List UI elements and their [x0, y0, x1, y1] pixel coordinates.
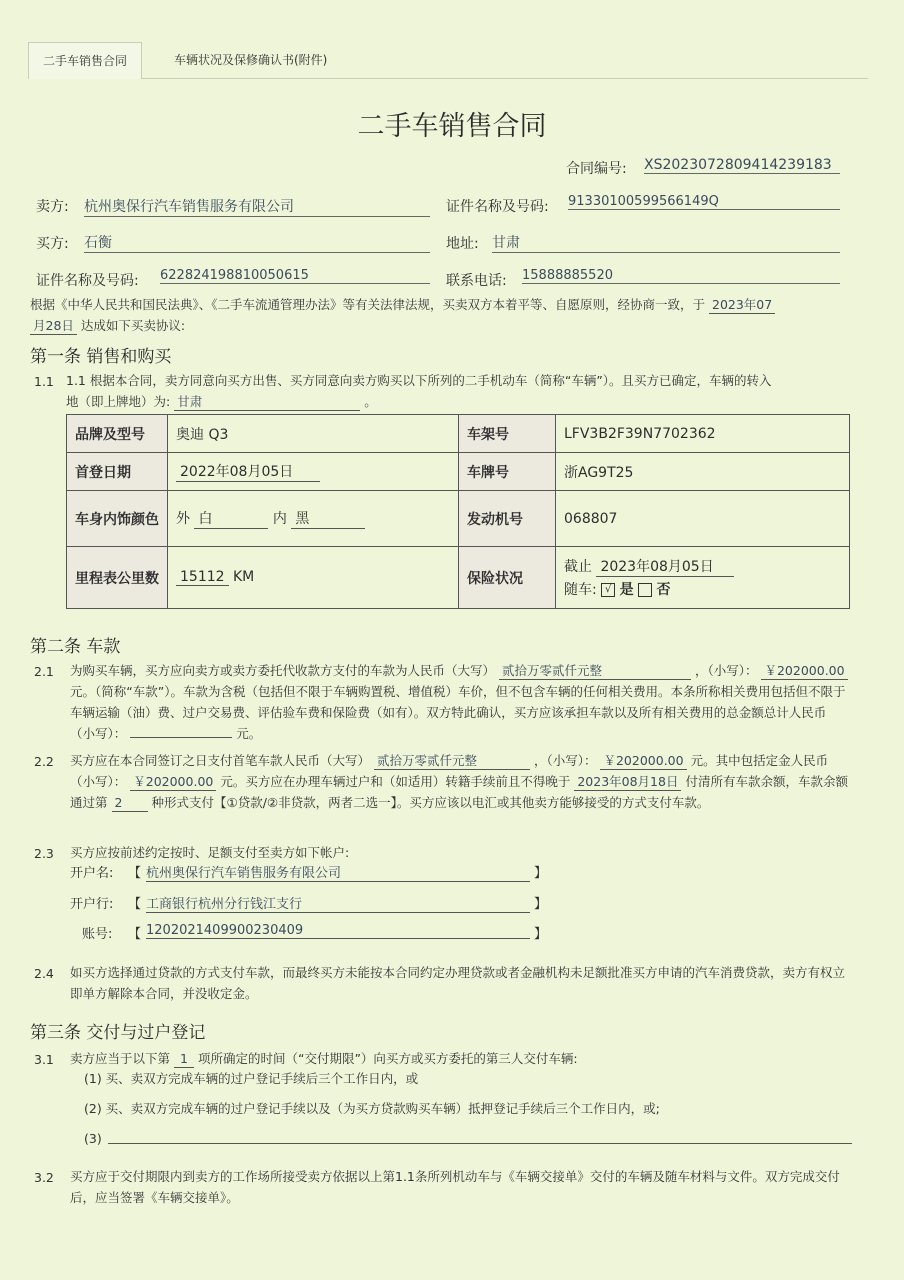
deposit-amount: ￥202000.00 — [130, 774, 216, 791]
seller-value: 杭州奥保行汽车销售服务有限公司 — [84, 196, 430, 217]
mileage-unit: KM — [233, 569, 255, 585]
buyer-label: 买方: — [36, 236, 69, 252]
clause-1-1-text-a: 1.1 根据本合同，卖方同意向买方出售、买方同意向卖方购买以下所列的二手机动车（简称“车辆”）。且买方已确定，车辆的转入 — [66, 373, 772, 388]
clause-2-2-text-e: 付清所有车款余额，车款余额通过第 — [70, 774, 848, 810]
checkbox-yes-checked[interactable]: √ — [601, 583, 615, 597]
seller-id-label: 证件名称及号码: — [446, 199, 549, 215]
clause-2-3-number: 2.3 — [34, 846, 54, 861]
clause-3-1-text-a: 卖方应当于以下第 — [70, 1051, 171, 1066]
clause-2-2-text-b: ，（小写）： — [533, 753, 597, 768]
buyer-value: 石衡 — [84, 232, 430, 253]
buyer-id-label: 证件名称及号码: — [36, 273, 139, 289]
clause-2-2 — [70, 750, 850, 813]
vin-label: 车架号 — [459, 415, 556, 453]
first-payment-upper: 贰拾万零贰仟元整 — [374, 753, 530, 770]
clause-3-1-number: 3.1 — [34, 1052, 54, 1067]
intro-date-part1: 2023年07 — [709, 297, 775, 314]
insurance-cell — [556, 547, 850, 609]
clause-3-2: 买方应于交付期限内到卖方的工作场所接受卖方依据以上第1.1条所列机动车与《车辆交接单》交付的车辆及随车材料与文件。双方完成交付后，应当签署《车辆交接单》。 — [70, 1169, 840, 1205]
contract-no-value: XS2023072809414239183 — [644, 157, 840, 174]
regdate-label: 首登日期 — [67, 453, 168, 491]
regdate-value: 2022年08月05日 — [176, 461, 320, 482]
clause-1-1-text-b: 地（即上牌地）为: — [66, 394, 171, 409]
clause-1-1 — [66, 370, 852, 412]
clause-2-4: 如买方选择通过贷款的方式支付车款，而最终买方未能按本合同约定办理贷款或者金融机构未足额批准买方申请的汽车消费贷款，卖方有权立即单方解除本合同，并没收定金。 — [70, 965, 846, 1001]
color-label: 车身内饰颜色 — [67, 491, 168, 547]
account-number-label: 账号: — [82, 927, 113, 942]
total-amount — [130, 737, 232, 738]
clause-2-4-number: 2.4 — [34, 966, 54, 981]
exterior-label: 外 — [176, 511, 190, 527]
brand-value: 奥迪 Q3 — [168, 415, 459, 453]
seller-id-value: 91330100599566149Q — [568, 194, 840, 210]
section1-title: 第一条 销售和购买 — [30, 347, 172, 367]
phone-label: 联系电话: — [446, 273, 507, 289]
clause-3-1-text-b: 项所确定的时间（“交付期限”）向买方或买方委托的第三人交付车辆: — [197, 1051, 578, 1066]
exterior-color: 白 — [194, 508, 268, 529]
intro-date-part2: 月28日 — [30, 318, 77, 335]
option-yes-label: 是 — [619, 582, 634, 598]
option-no-label: 否 — [656, 582, 671, 598]
bracket-right-3: 】 — [534, 927, 548, 942]
delivery-option-1: (1) 买、卖双方完成车辆的过户登记手续后三个工作日内，或 — [84, 1071, 419, 1086]
bank-account-block — [70, 862, 550, 946]
tab-contract[interactable]: 二手车销售合同 — [28, 42, 142, 79]
interior-color: 黑 — [291, 508, 365, 529]
vehicle-info-table — [66, 414, 850, 609]
price-upper: 贰拾万零贰仟元整 — [499, 663, 691, 680]
phone-value: 15888885520 — [522, 268, 840, 284]
clause-2-1-text-a: 为购买车辆，买方应向卖方或卖方委托代收款方支付的车款为人民币（大写） — [70, 663, 496, 678]
delivery-option-2: (2) 买、卖双方完成车辆的过户登记手续以及（为买方贷款购买车辆）抵押登记手续后三个工作日内，或; — [84, 1101, 660, 1116]
account-number-value: 1202021409900230409 — [146, 923, 530, 939]
delivery-option-3: (3) — [84, 1131, 102, 1146]
intro-text-a: 根据《中华人民共和国民法典》、《二手车流通管理办法》等有关法律法规，买卖双方本着平等、自愿原则，经协商一致，于 — [30, 297, 706, 312]
bracket-right-1: 】 — [534, 866, 548, 881]
clause-2-1-number: 2.1 — [34, 664, 54, 679]
mileage-cell — [168, 547, 459, 609]
buyer-id-value: 622824198810050615 — [160, 268, 430, 284]
clause-2-1-text-c: 元。（简称“车款”）。车款为含税（包括但不限于车辆购置税、增值税）车价，但不包含车辆的任何相关费用。本条所称相关费用包括但不限于车辆运输（油）费、过户交易费、评估验车费和保险费（如有）。双方特此确认，买方应该承担车款以及所有相关费用的总金额总计人民币（小写）： — [70, 684, 846, 741]
tab-bar — [28, 42, 868, 79]
clause-2-2-text-f: 种形式支付【①贷款/②非贷款，两者二选一】。买方应该以电汇或其他卖方能够接受的方式支付车款。 — [151, 795, 710, 810]
color-cell — [168, 491, 459, 547]
clause-3-2-number: 3.2 — [34, 1170, 54, 1185]
checkbox-no[interactable] — [638, 583, 652, 597]
bracket-left-3: 【 — [128, 927, 142, 942]
delivery-item-number: 1 — [174, 1051, 194, 1068]
balance-deadline: 2023年08月18日 — [574, 774, 681, 791]
clause-2-1-text-b: ，（小写）： — [694, 663, 758, 678]
clause-2-2-text-a: 买方应在本合同签订之日支付首笔车款人民币（大写） — [70, 753, 371, 768]
account-name-value: 杭州奥保行汽车销售服务有限公司 — [146, 862, 530, 882]
clause-1-1-end: 。 — [364, 394, 377, 409]
insurance-label: 保险状况 — [459, 547, 556, 609]
seller-label: 卖方: — [36, 199, 69, 215]
tab-vehicle-warranty-attachment[interactable]: 车辆状况及保修确认书(附件) — [174, 53, 328, 67]
clause-1-1-number: 1.1 — [34, 374, 54, 389]
clause-2-2-text-d: 元。买方应在办理车辆过户和（如适用）转籍手续前且不得晚于 — [220, 774, 571, 789]
brand-label: 品牌及型号 — [67, 415, 168, 453]
insurance-until-date: 2023年08月05日 — [596, 556, 734, 577]
intro-text-b: 达成如下买卖协议: — [80, 318, 186, 333]
plate-value: 浙AG9T25 — [556, 453, 850, 491]
account-bank-label: 开户行: — [70, 897, 114, 912]
bracket-left-2: 【 — [128, 897, 142, 912]
delivery-option-3-blank — [108, 1143, 852, 1144]
address-value: 甘肃 — [492, 232, 840, 253]
mileage-label: 里程表公里数 — [67, 547, 168, 609]
bracket-left-1: 【 — [128, 866, 142, 881]
insurance-until-label: 截止 — [564, 559, 592, 575]
regdate-cell — [168, 453, 459, 491]
interior-label: 内 — [272, 511, 287, 527]
clause-2-1 — [70, 660, 850, 744]
first-payment-lower: ￥202000.00 — [600, 753, 686, 770]
clause-2-2-text-c: 元。其中包括定金人民币（小写）： — [70, 753, 829, 789]
payment-method: 2 — [112, 795, 148, 812]
bracket-right-2: 】 — [534, 897, 548, 912]
clause-2-1-text-d: 元。 — [236, 726, 262, 741]
page-title: 二手车销售合同 — [357, 111, 547, 142]
plate-label: 车牌号 — [459, 453, 556, 491]
account-name-label: 开户名: — [70, 866, 114, 881]
clause-2-2-number: 2.2 — [34, 754, 54, 769]
engine-label: 发动机号 — [459, 491, 556, 547]
account-bank-value: 工商银行杭州分行钱江支行 — [146, 893, 530, 913]
contract-no-label: 合同编号: — [566, 161, 627, 177]
registration-place: 甘肃 — [174, 394, 360, 411]
intro-paragraph — [30, 294, 852, 336]
engine-value: 068807 — [556, 491, 850, 547]
address-label: 地址: — [446, 236, 479, 252]
section3-title: 第三条 交付与过户登记 — [30, 1023, 206, 1043]
section2-title: 第二条 车款 — [30, 637, 121, 657]
clause-2-3-intro: 买方应按前述约定按时、足额支付至卖方如下帐户: — [70, 845, 350, 860]
price-lower: ￥202000.00 — [761, 663, 847, 680]
clause-3-1 — [70, 1048, 850, 1069]
insurance-with-car-label: 随车: — [564, 582, 597, 598]
vin-value: LFV3B2F39N7702362 — [556, 415, 850, 453]
mileage-value: 15112 — [176, 569, 229, 586]
